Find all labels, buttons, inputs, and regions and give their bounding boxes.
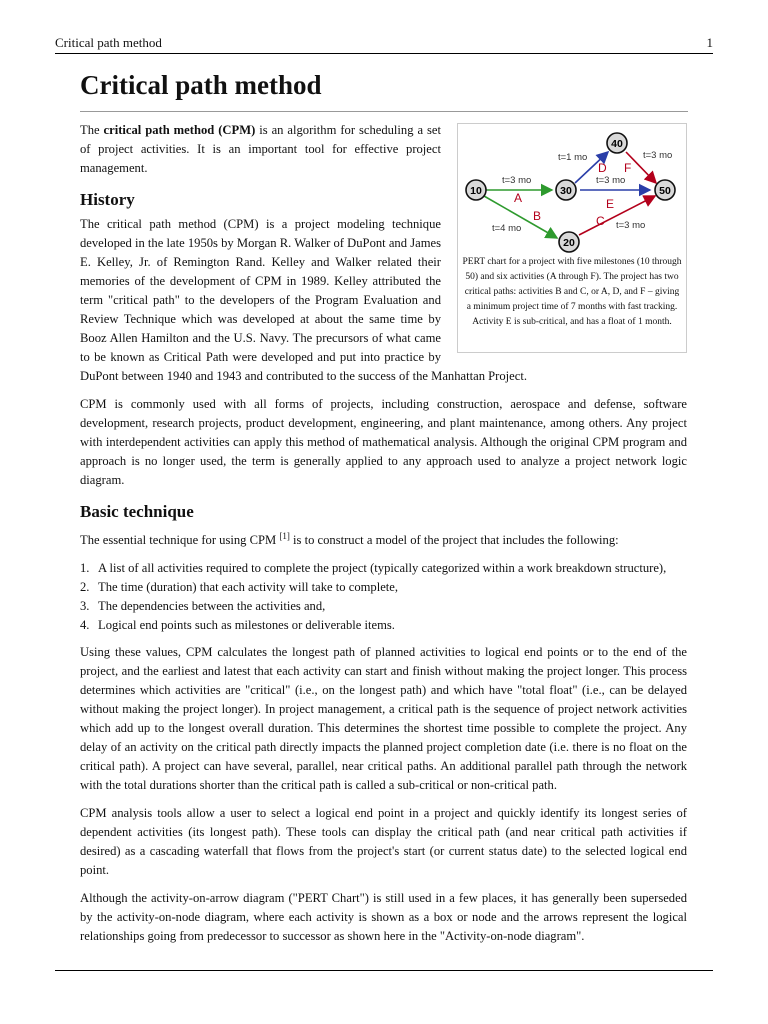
duration-d: t=1 mo: [558, 152, 588, 163]
pert-chart-figure: [457, 123, 687, 353]
activity-e: E: [606, 197, 615, 211]
list-text: The time (duration) that each activity will take to complete,: [98, 580, 399, 595]
list-text: A list of all activities required to complete the project (typically categorized within a work breakdown structure),: [98, 561, 667, 576]
list-item: [80, 578, 687, 597]
footer-rule: [55, 970, 713, 971]
history-paragraph: The critical path method (CPM) is a project modeling technique developed in the late 1950s by Morgan R. Walker of DuPont and James E. Kelley, Jr. of Remington Rand. Kelley and Walker related their memories of the development of CPM in 1989. Kelley attributed the term "critical path" to the developers of the Program Evaluation and Review Technique which was developed at about the same time by Booz Allen Hamilton and the U.S. Navy. The precursors of what came to be known as Critical Path were developed and put into practice by DuPont between 1940 and 1943 and contributed to the success of the Manhattan Project.: [80, 217, 527, 383]
basic-intro-after: is to construct a model of the project that includes the following:: [289, 533, 619, 548]
intro-term: critical path method (CPM): [103, 123, 256, 137]
basic-intro-before: The essential technique for using CPM: [80, 533, 280, 548]
running-title: Critical path method: [55, 35, 162, 50]
technique-paragraph-3: Although the activity-on-arrow diagram ("PERT Chart") is still used in a few places, it has generally been superseded by the activity-on-node diagram, where each activity is shown as a box or node and the arrows represent the logical relationships going from predecessor to successor as shown here in the "Activity-on-node diagram".: [80, 891, 687, 944]
list-text: The dependencies between the activities and,: [98, 599, 326, 614]
duration-c: t=3 mo: [616, 220, 646, 231]
activity-f: F: [624, 161, 632, 175]
duration-a: t=3 mo: [502, 175, 532, 186]
svg-text:20: 20: [563, 237, 575, 249]
svg-text:50: 50: [659, 185, 671, 197]
pert-chart: [462, 128, 682, 253]
list-number: 2.: [80, 580, 90, 595]
title-divider: [80, 111, 688, 112]
page-number: 1: [706, 35, 713, 50]
node-40: [607, 133, 627, 153]
duration-b: t=4 mo: [492, 223, 522, 234]
duration-e: t=3 mo: [596, 175, 626, 186]
intro-rest: is an algorithm for scheduling a set of project activities. It is an important tool for effective project management.: [80, 123, 441, 175]
basic-technique-heading: Basic technique: [80, 502, 194, 521]
activity-b: B: [533, 209, 542, 223]
list-number: 4.: [80, 618, 90, 633]
node-10: [466, 180, 486, 200]
node-20: [559, 232, 579, 252]
list-number: 3.: [80, 599, 90, 614]
list-item: [80, 597, 687, 616]
svg-text:10: 10: [470, 185, 482, 197]
svg-text:30: 30: [560, 185, 572, 197]
activity-c: C: [596, 214, 605, 228]
node-30: [556, 180, 576, 200]
history-paragraph-2: CPM is commonly used with all forms of projects, including construction, aerospace and defense, software development, research projects, product development, engineering, and plant maintenance, among others. Any project with interdependent activities can apply this method of mathematical analysis. Although the original CPM program and approach is no longer used, the term is generally applied to any approach used to analyze a project network logic diagram.: [80, 397, 687, 487]
duration-f: t=3 mo: [643, 150, 673, 161]
running-header: [55, 35, 713, 54]
history-heading: History: [80, 190, 135, 209]
requirements-list: [80, 559, 687, 635]
basic-intro: [80, 527, 687, 550]
intro-lead: The: [80, 123, 104, 137]
figure-caption: PERT chart for a project with five milestones (10 through 50) and six activities (A through F). The project has two critical paths: activities B and C, or A, D, and F – giving a minimum project time of 7 months with fast tracking. Activity E is sub-critical, and has a float of 1 month.: [462, 257, 682, 327]
reference-link[interactable]: [1]: [279, 531, 290, 541]
technique-paragraph-2: CPM analysis tools allow a user to select a logical end point in a project and quickly identify its longest series of dependent activities (its longest path). These tools can display the critical path (and near critical path activities if desired) as a cascading waterfall that flows from the project's start (or current status date) to the selected logical end point.: [80, 806, 687, 878]
article-body: [80, 121, 687, 955]
activity-a: A: [514, 191, 523, 205]
list-item: [80, 616, 687, 635]
list-text: Logical end points such as milestones or deliverable items.: [98, 618, 395, 633]
activity-d: D: [598, 161, 607, 175]
page-title: Critical path method: [80, 70, 322, 100]
node-50: [655, 180, 675, 200]
svg-text:40: 40: [611, 138, 623, 150]
list-number: 1.: [80, 561, 90, 576]
list-item: [80, 559, 687, 578]
technique-paragraph-1: Using these values, CPM calculates the longest path of planned activities to logical end points or to the end of the project, and the earliest and latest that each activity can start and finish without making the project longer. This process determines which activities are "critical" (i.e., on the longest path) and which have "total float" (i.e., can be delayed without making the project longer). In project management, a critical path is the sequence of project network activities which add up to the longest overall duration. This determines the shortest time possible to complete the project. Any delay of an activity on the critical path directly impacts the planned project completion date (i.e. there is no float on the critical path). A project can have several, parallel, near critical paths. An additional parallel path through the network with the total durations shorter than the critical path is called a sub-critical or non-critical path.: [80, 645, 687, 793]
